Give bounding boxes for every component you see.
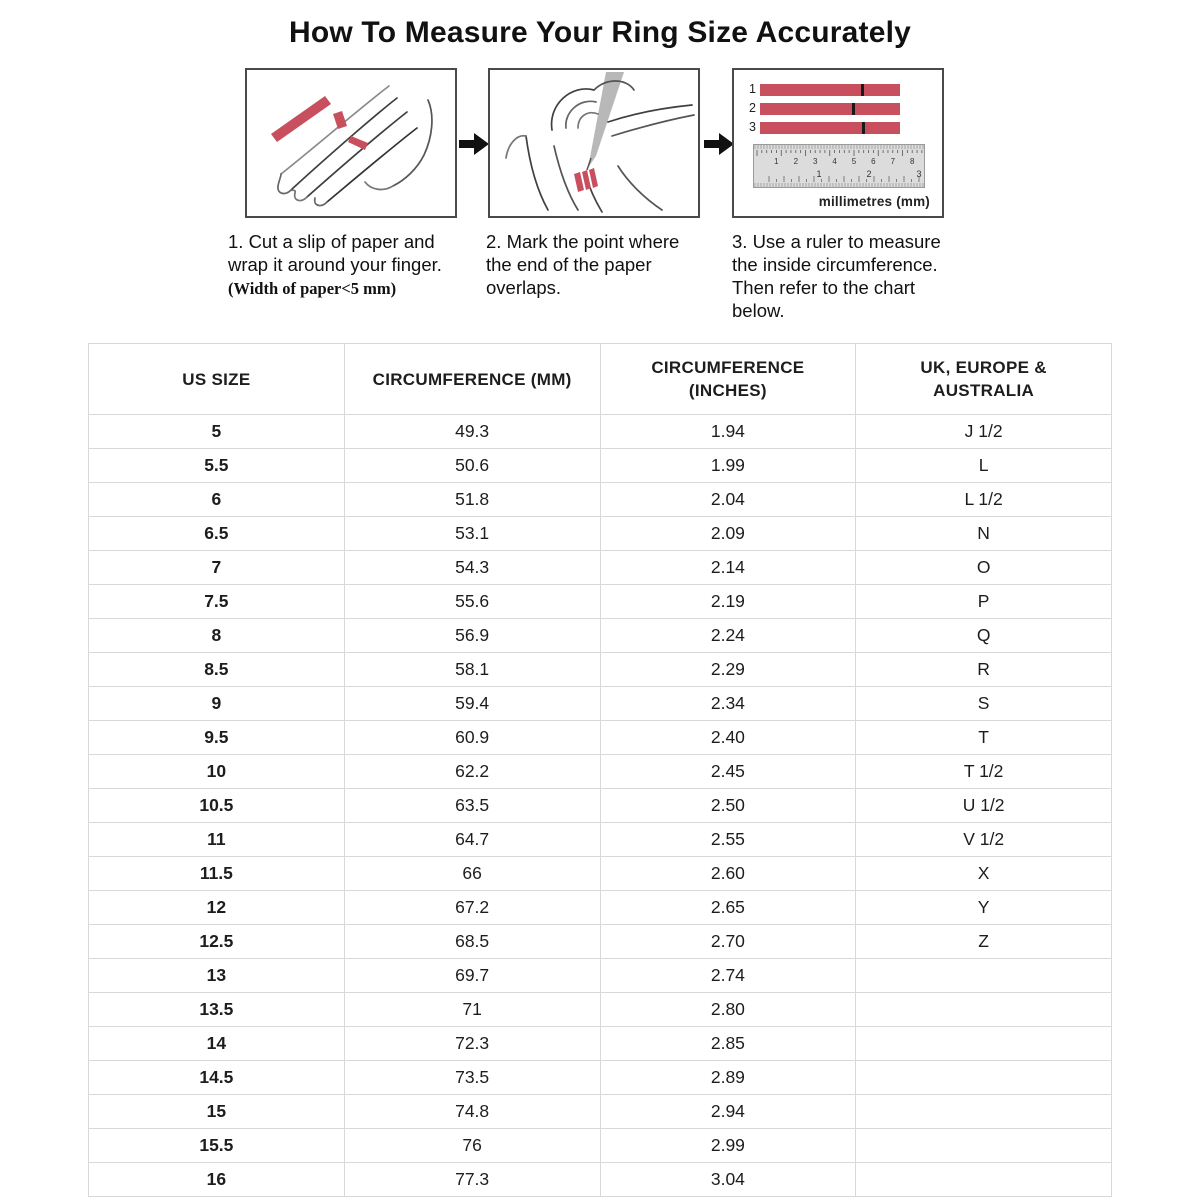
table-cell: 2.19 [600,585,856,619]
table-cell: 15 [89,1095,345,1129]
table-cell: 2.45 [600,755,856,789]
table-cell: 2.70 [600,925,856,959]
table-cell: 76 [344,1129,600,1163]
table-cell: 2.65 [600,891,856,925]
svg-text:2: 2 [793,157,799,166]
step2-caption [486,230,700,299]
svg-text:8: 8 [909,157,915,166]
table-cell: 66 [344,857,600,891]
svg-text:4: 4 [832,157,837,166]
table-cell [856,1129,1112,1163]
step3-caption-text: 3. Use a ruler to measure the inside circumference. Then refer to the chart below. [732,231,941,321]
table-cell: 2.80 [600,993,856,1027]
table-cell: 10 [89,755,345,789]
table-row [89,1027,1112,1061]
svg-text:3: 3 [916,169,922,179]
table-cell: R [856,653,1112,687]
table-cell: V 1/2 [856,823,1112,857]
table-cell: 72.3 [344,1027,600,1061]
table-row [89,449,1112,483]
table-cell: 74.8 [344,1095,600,1129]
table-cell: 15.5 [89,1129,345,1163]
table-head [89,344,1112,415]
column-header: UK, EUROPE & AUSTRALIA [856,344,1112,415]
table-cell: 2.14 [600,551,856,585]
table-row [89,551,1112,585]
table-cell: 63.5 [344,789,600,823]
table-cell: 2.89 [600,1061,856,1095]
table-cell: L [856,449,1112,483]
table-row [89,993,1112,1027]
table-cell: 14.5 [89,1061,345,1095]
table-row [89,517,1112,551]
table-cell: 1.99 [600,449,856,483]
table-cell: T 1/2 [856,755,1112,789]
overlap-mark [862,122,865,134]
table-cell: 51.8 [344,483,600,517]
table-row [89,891,1112,925]
table-cell: 7.5 [89,585,345,619]
table-row [89,721,1112,755]
table-cell: 6.5 [89,517,345,551]
table-cell: 12.5 [89,925,345,959]
table-cell: 64.7 [344,823,600,857]
column-header: CIRCUMFERENCE (MM) [344,344,600,415]
step1-caption [228,230,468,299]
table-cell: 69.7 [344,959,600,993]
paper-strip [760,84,900,96]
table-cell: 53.1 [344,517,600,551]
ruler-icon [753,144,925,193]
table-cell: 55.6 [344,585,600,619]
table-cell: S [856,687,1112,721]
table-row [89,619,1112,653]
table-row [89,1129,1112,1163]
table-cell: 67.2 [344,891,600,925]
table-cell: 2.60 [600,857,856,891]
table-cell: 11 [89,823,345,857]
table-cell: 2.09 [600,517,856,551]
arrow-right-icon [459,131,489,157]
measure-strip [742,103,938,115]
strip-number: 2 [749,101,756,115]
table-row [89,925,1112,959]
table-cell: 2.74 [600,959,856,993]
measure-strip [742,122,938,134]
strip-number: 1 [749,82,756,96]
hands-marking-paper-icon [490,70,698,216]
table-cell [856,1163,1112,1197]
table-cell: 2.24 [600,619,856,653]
table-row [89,483,1112,517]
table-cell: 1.94 [600,415,856,449]
table-cell: Y [856,891,1112,925]
ring-size-table [88,343,1112,1197]
overlap-mark [852,103,855,115]
table-cell: Q [856,619,1112,653]
paper-strip [760,103,900,115]
table-cell: P [856,585,1112,619]
table-cell: 62.2 [344,755,600,789]
table-cell [856,1095,1112,1129]
table-cell: 2.50 [600,789,856,823]
table-cell: 68.5 [344,925,600,959]
table-cell: 8.5 [89,653,345,687]
table-cell: 8 [89,619,345,653]
table-cell: 11.5 [89,857,345,891]
table-cell: 2.85 [600,1027,856,1061]
table-cell: 71 [344,993,600,1027]
column-header: CIRCUMFERENCE (INCHES) [600,344,856,415]
table-cell: 2.94 [600,1095,856,1129]
table-cell: 14 [89,1027,345,1061]
table-row [89,1095,1112,1129]
column-header: US SIZE [89,344,345,415]
table-cell: 58.1 [344,653,600,687]
table-cell: 10.5 [89,789,345,823]
table-cell: Z [856,925,1112,959]
table-cell: 2.99 [600,1129,856,1163]
table-cell: 5.5 [89,449,345,483]
table-cell: 2.40 [600,721,856,755]
step2-caption-text: 2. Mark the point where the end of the paper overlaps. [486,231,680,298]
svg-text:1: 1 [774,157,779,166]
table-cell: 59.4 [344,687,600,721]
table-cell: 9 [89,687,345,721]
table-cell: 2.55 [600,823,856,857]
ruler-caption: millimetres (mm) [818,194,930,209]
step1-caption-text: 1. Cut a slip of paper and wrap it around your finger. [228,231,442,275]
step3-caption [732,230,960,322]
table-cell: 54.3 [344,551,600,585]
table-cell: U 1/2 [856,789,1112,823]
table-body [89,415,1112,1197]
table-cell: 60.9 [344,721,600,755]
step2-illustration [488,68,700,218]
svg-text:6: 6 [871,157,876,166]
svg-text:5: 5 [851,157,857,166]
table-cell: 2.29 [600,653,856,687]
table-cell: 3.04 [600,1163,856,1197]
table-row [89,857,1112,891]
table-row [89,755,1112,789]
arrow-right-icon [704,131,734,157]
table-cell: 7 [89,551,345,585]
table-row [89,687,1112,721]
table-cell: 2.34 [600,687,856,721]
svg-text:2: 2 [866,169,872,179]
table-header-row [89,344,1112,415]
table-cell: 13 [89,959,345,993]
table-cell: 16 [89,1163,345,1197]
table-row [89,415,1112,449]
paper-strip [760,122,900,134]
table-cell: 73.5 [344,1061,600,1095]
table-row [89,1163,1112,1197]
step3-illustration [732,68,944,218]
table-row [89,823,1112,857]
table-cell: 6 [89,483,345,517]
svg-text:3: 3 [812,157,818,166]
table-cell [856,1027,1112,1061]
table-cell: 77.3 [344,1163,600,1197]
step1-note: (Width of paper<5 mm) [228,279,397,298]
table-cell: 9.5 [89,721,345,755]
table-cell: O [856,551,1112,585]
table-cell: 50.6 [344,449,600,483]
table-cell: X [856,857,1112,891]
table-cell [856,959,1112,993]
table-row [89,653,1112,687]
table-cell: L 1/2 [856,483,1112,517]
table-row [89,1061,1112,1095]
strip-number: 3 [749,120,756,134]
table-cell: 49.3 [344,415,600,449]
table-cell: 2.04 [600,483,856,517]
measure-strip [742,84,938,96]
table-cell: J 1/2 [856,415,1112,449]
table-row [89,585,1112,619]
page-title: How To Measure Your Ring Size Accurately [288,16,912,49]
svg-text:1: 1 [816,169,822,179]
overlap-mark [861,84,864,96]
step1-illustration [245,68,457,218]
table-cell: 13.5 [89,993,345,1027]
table-row [89,789,1112,823]
table-cell: 5 [89,415,345,449]
table-cell: T [856,721,1112,755]
table-cell: N [856,517,1112,551]
table-row [89,959,1112,993]
table-cell [856,993,1112,1027]
table-cell: 56.9 [344,619,600,653]
hand-with-paper-strip-icon [247,70,455,216]
table-cell: 12 [89,891,345,925]
table-cell [856,1061,1112,1095]
svg-text:7: 7 [890,157,896,166]
